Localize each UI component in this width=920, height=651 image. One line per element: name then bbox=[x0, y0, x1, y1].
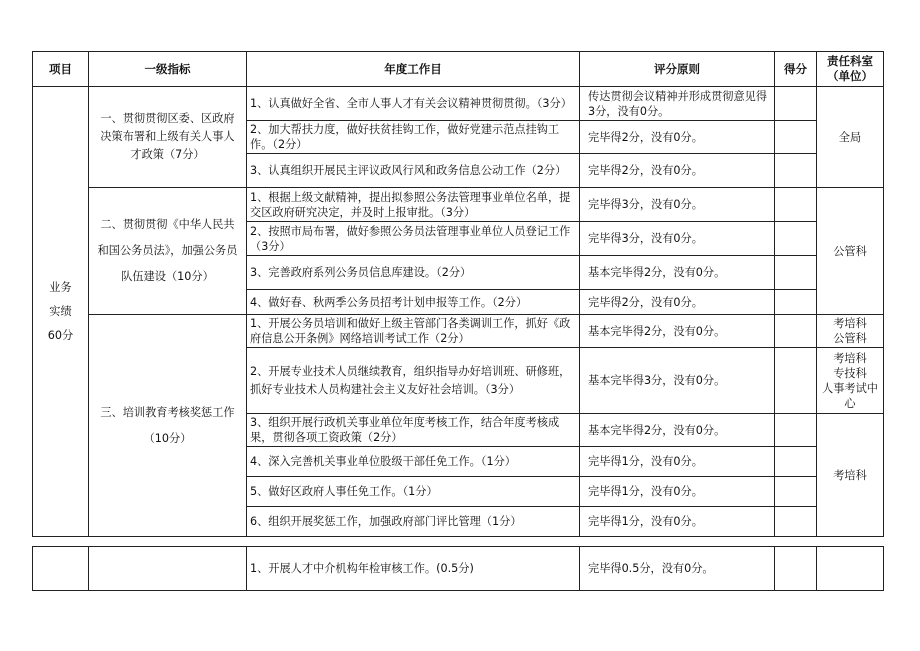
task-cell: 3、认真组织开展民主评议政风行风和政务信息公动工作（2分） bbox=[247, 154, 580, 188]
header-row bbox=[33, 52, 884, 87]
rule-cell: 完毕得0.5分，没有0分。 bbox=[580, 547, 775, 591]
dept-cell: 公管科 bbox=[817, 188, 884, 315]
dept-cell bbox=[817, 348, 884, 414]
task-cell: 1、根据上级文献精神，提出拟参照公务法管理事业单位名单，提交区政府研究决定，并及时上报审批。（3分） bbox=[247, 188, 580, 222]
category-line: 实绩 bbox=[49, 304, 72, 318]
dept-line: 人事考试中心 bbox=[822, 381, 878, 410]
task-cell: 2、按照市局布署，做好参照公务员法管理事业单位人员登记工作（3分） bbox=[247, 222, 580, 256]
category-line: 业务 bbox=[49, 280, 72, 294]
rule-cell: 完毕得2分，没有0分。 bbox=[580, 290, 775, 315]
header-dept: 责任科室（单位） bbox=[817, 52, 884, 87]
score-cell bbox=[775, 348, 817, 414]
header-score: 得分 bbox=[775, 52, 817, 87]
rule-cell: 完毕得1分，没有0分。 bbox=[580, 507, 775, 537]
indicator-cell: 二、贯彻贯彻《中华人民共和国公务员法》，加强公务员队伍建设（10分） bbox=[89, 188, 247, 315]
rule-cell: 完毕得2分，没有0分。 bbox=[580, 154, 775, 188]
score-cell bbox=[775, 477, 817, 507]
task-cell: 1、开展人才中介机构年检审核工作。(0.5分) bbox=[247, 547, 580, 591]
dept-line: 公管科 bbox=[833, 332, 867, 345]
rule-cell: 基本完毕得3分，没有0分。 bbox=[580, 348, 775, 414]
score-cell bbox=[775, 256, 817, 290]
category-cell bbox=[33, 547, 89, 591]
task-cell: 3、组织开展行政机关事业单位年度考核工作，结合年度考核成果，贯彻各项工资政策（2分） bbox=[247, 414, 580, 447]
indicator-cell bbox=[89, 547, 247, 591]
task-cell: 3、完善政府系列公务员信息库建设。（2分） bbox=[247, 256, 580, 290]
dept-cell bbox=[817, 315, 884, 348]
header-scoring: 评分原则 bbox=[580, 52, 775, 87]
score-cell bbox=[775, 121, 817, 154]
score-cell bbox=[775, 547, 817, 591]
rule-cell: 完毕得1分，没有0分。 bbox=[580, 447, 775, 477]
dept-cell bbox=[817, 547, 884, 591]
category-cell bbox=[33, 87, 89, 537]
indicator-cell: 三、培训教育考核奖惩工作（10分） bbox=[89, 315, 247, 537]
category-line: 60分 bbox=[47, 328, 74, 342]
dept-line: 考培科 bbox=[833, 351, 867, 365]
rule-cell: 完毕得2分，没有0分。 bbox=[580, 121, 775, 154]
rule-cell: 基本完毕得2分，没有0分。 bbox=[580, 315, 775, 348]
table-row bbox=[33, 547, 884, 591]
table-row bbox=[33, 315, 884, 348]
task-cell: 2、开展专业技术人员继续教育，组织指导办好培训班、研修班，抓好专业技术人员构建社会主义友好社会培训。（3分） bbox=[247, 348, 580, 414]
header-tasks: 年度工作目 bbox=[247, 52, 580, 87]
dept-line: 专技科 bbox=[833, 366, 867, 380]
score-cell bbox=[775, 447, 817, 477]
score-cell bbox=[775, 315, 817, 348]
score-cell bbox=[775, 507, 817, 537]
rule-cell: 基本完毕得2分，没有0分。 bbox=[580, 256, 775, 290]
rule-cell: 完毕得3分，没有0分。 bbox=[580, 188, 775, 222]
dept-cell: 全局 bbox=[817, 87, 884, 188]
score-cell bbox=[775, 222, 817, 256]
task-cell: 1、认真做好全省、全市人事人才有关会议精神贯彻贯彻。（3分） bbox=[247, 87, 580, 121]
score-cell bbox=[775, 87, 817, 121]
task-cell: 5、做好区政府人事任免工作。（1分） bbox=[247, 477, 580, 507]
header-item: 项目 bbox=[33, 52, 89, 87]
table-row bbox=[33, 87, 884, 121]
score-cell bbox=[775, 414, 817, 447]
indicator-cell: 一、贯彻贯彻区委、区政府决策布署和上级有关人事人才政策（7分） bbox=[89, 87, 247, 188]
task-cell: 6、组织开展奖惩工作，加强政府部门评比管理（1分） bbox=[247, 507, 580, 537]
continuation-table bbox=[32, 546, 884, 591]
dept-cell: 考培科 bbox=[817, 414, 884, 537]
task-cell: 2、加大帮扶力度，做好扶贫挂钩工作，做好党建示范点挂钩工作。（2分） bbox=[247, 121, 580, 154]
task-cell: 4、做好春、秋两季公务员招考计划申报等工作。（2分） bbox=[247, 290, 580, 315]
score-cell bbox=[775, 154, 817, 188]
task-cell: 4、深入完善机关事业单位股级干部任免工作。（1分） bbox=[247, 447, 580, 477]
score-cell bbox=[775, 290, 817, 315]
rule-cell: 完毕得1分，没有0分。 bbox=[580, 477, 775, 507]
rule-cell: 基本完毕得2分，没有0分。 bbox=[580, 414, 775, 447]
rule-cell: 传达贯彻会议精神并形成贯彻意见得3分，没有0分。 bbox=[580, 87, 775, 121]
table-row bbox=[33, 188, 884, 222]
rule-cell: 完毕得3分，没有0分。 bbox=[580, 222, 775, 256]
task-cell: 1、开展公务员培训和做好上级主管部门各类调训工作，抓好《政府信息公开条例》网络培训考试工作（2分） bbox=[247, 315, 580, 348]
evaluation-table bbox=[32, 51, 884, 537]
dept-line: 考培科 bbox=[833, 317, 867, 330]
score-cell bbox=[775, 188, 817, 222]
header-indicator: 一级指标 bbox=[89, 52, 247, 87]
